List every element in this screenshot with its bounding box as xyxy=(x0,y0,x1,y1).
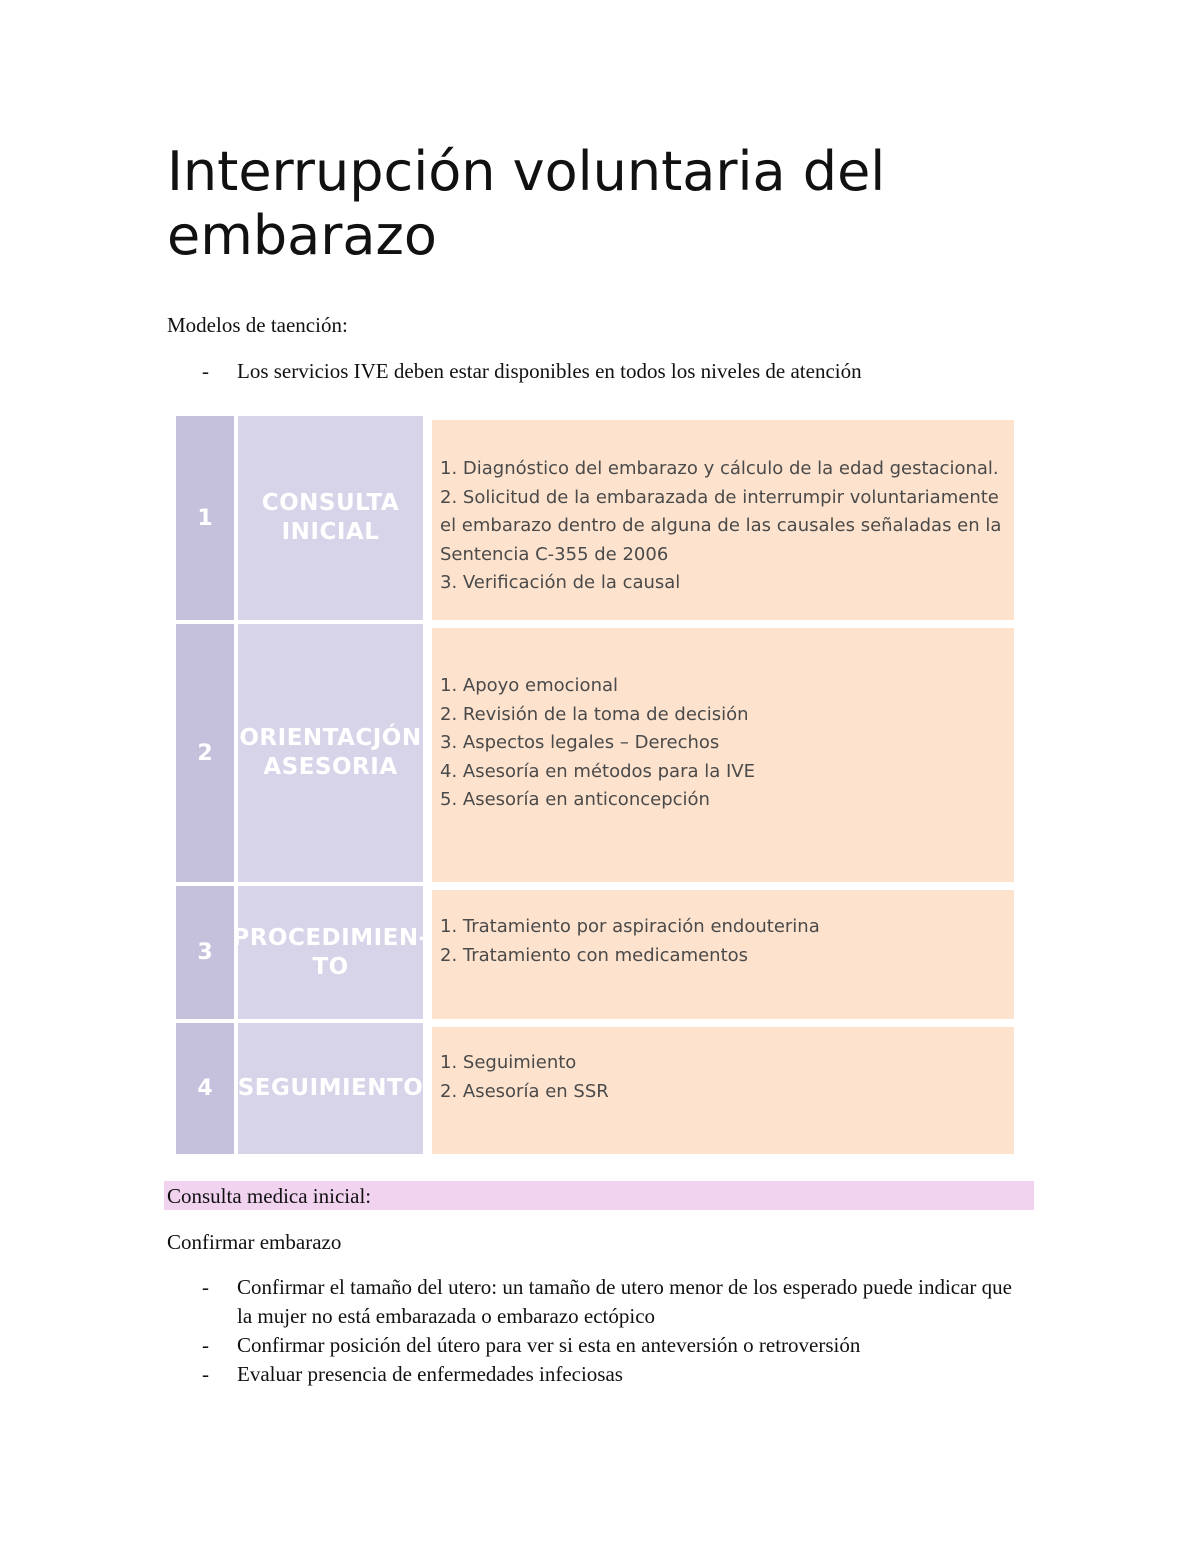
section-bullet xyxy=(167,1273,1027,1331)
step-number: 2 xyxy=(176,624,234,882)
bullet-dash: - xyxy=(202,1333,209,1357)
step-items xyxy=(432,628,1014,882)
section-heading: Consulta medica inicial: xyxy=(167,1184,372,1208)
step-item: 4. Asesoría en métodos para la IVE xyxy=(440,760,755,782)
step-item: 2. Asesoría en SSR xyxy=(440,1080,609,1102)
step-items xyxy=(432,1027,1014,1154)
step-name: SEGUIMIENTO xyxy=(238,1023,423,1154)
step-items xyxy=(432,890,1014,1019)
section-bullet-text: Evaluar presencia de enfermedades infeciosas xyxy=(237,1362,623,1386)
step-name: ORIENTACJÓN ASESORIA xyxy=(238,624,423,882)
step-item: 1. Tratamiento por aspiración endouterina xyxy=(440,916,820,937)
step-item: 1. Apoyo emocional xyxy=(440,675,619,696)
step-item: 1. Diagnóstico del embarazo y cálculo de la edad gestacional. xyxy=(440,458,999,479)
bullet-dash: - xyxy=(202,1275,209,1299)
document-title xyxy=(167,140,1067,268)
step-row xyxy=(176,624,1014,882)
section-bullet-list xyxy=(167,1273,1027,1389)
step-row xyxy=(176,1023,1014,1154)
intro-bullet xyxy=(167,357,1027,386)
bullet-dash: - xyxy=(202,359,209,383)
section-bullet xyxy=(167,1331,1027,1360)
step-number: 3 xyxy=(176,886,234,1019)
step-name: PROCEDIMIEN- TO xyxy=(238,886,423,1019)
section-bullet-text: Confirmar posición del útero para ver si esta en anteversión o retroversión xyxy=(237,1333,861,1357)
step-item: 5. Asesoría en anticoncepción xyxy=(440,789,710,810)
step-item: 2. Solicitud de la embarazada de interrumpir voluntariamente el embarazo dentro de alguna de las causales señaladas en la Sentencia C-355 de 2006 xyxy=(440,486,1002,565)
step-name: CONSULTA INICIAL xyxy=(238,416,423,620)
intro-bullet-text: Los servicios IVE deben estar disponibles en todos los niveles de atención xyxy=(237,359,862,383)
title-line-1: Interrupción voluntaria del xyxy=(167,140,886,203)
step-item: 2. Revisión de la toma de decisión xyxy=(440,703,749,725)
step-row xyxy=(176,416,1014,620)
models-label: Modelos de taención: xyxy=(167,313,348,337)
step-item: 3. Verificación de la causal xyxy=(440,572,681,593)
section-bullet xyxy=(167,1360,1027,1389)
section-subheading: Confirmar embarazo xyxy=(167,1230,342,1254)
step-item: 3. Aspectos legales – Derechos xyxy=(440,732,720,753)
bullet-dash: - xyxy=(202,1362,209,1386)
step-row xyxy=(176,886,1014,1019)
step-item: 2. Tratamiento con medicamentos xyxy=(440,944,749,966)
step-number: 4 xyxy=(176,1023,234,1154)
intro-bullet-list xyxy=(167,357,1027,386)
title-line-2: embarazo xyxy=(167,204,437,267)
section-bullet-text: Confirmar el tamaño del utero: un tamaño de utero menor de los esperado puede indicar que la mujer no está embarazada o embarazo ectópico xyxy=(237,1275,1012,1328)
step-items xyxy=(432,420,1014,620)
step-item: 1. Seguimiento xyxy=(440,1052,577,1073)
step-number: 1 xyxy=(176,416,234,620)
